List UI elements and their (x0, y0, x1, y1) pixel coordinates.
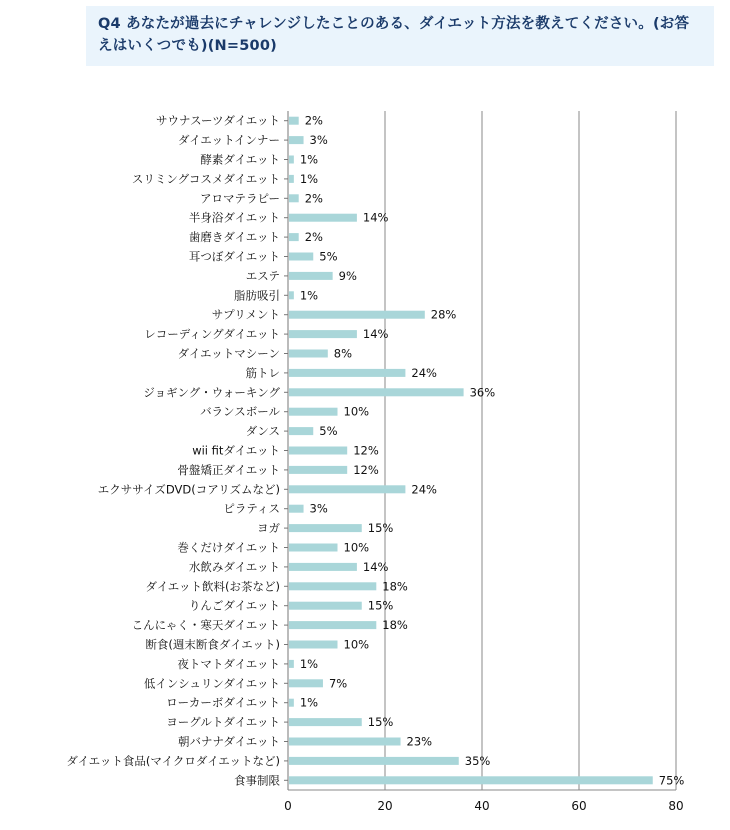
category-label: 断食(週末断食ダイエット) (145, 637, 280, 652)
x-tick-label: 60 (571, 799, 587, 813)
bar (289, 738, 401, 746)
x-tick-label: 20 (377, 799, 393, 813)
data-label: 8% (333, 346, 353, 361)
bar (289, 291, 294, 299)
category-label: サウナスーツダイエット (156, 113, 280, 128)
data-label: 15% (367, 715, 394, 730)
bar (289, 485, 405, 493)
data-label: 14% (362, 210, 389, 225)
bar (289, 117, 299, 125)
bar (289, 776, 653, 784)
data-label: 15% (367, 521, 394, 536)
bar (289, 253, 313, 261)
data-label: 75% (658, 773, 685, 788)
bar (289, 718, 362, 726)
bar (289, 408, 338, 416)
bar (289, 524, 362, 532)
data-label: 35% (464, 753, 491, 768)
category-label: レコーディングダイエット (144, 327, 280, 342)
data-label: 1% (299, 656, 319, 671)
data-label: 23% (406, 734, 433, 749)
data-label: 5% (319, 424, 338, 439)
data-label: 2% (304, 230, 323, 245)
category-label: 食事制限 (234, 773, 280, 788)
category-label: 耳つぼダイエット (188, 249, 280, 264)
category-label: ダイエット飲料(お茶など) (145, 579, 280, 594)
data-label: 5% (319, 249, 338, 264)
category-label: 半身浴ダイエット (188, 210, 280, 225)
category-label: アロマテラピー (199, 191, 280, 206)
data-label: 12% (353, 443, 379, 458)
data-label: 36% (469, 385, 496, 400)
category-label: 朝バナナダイエット (177, 734, 280, 749)
category-label: ジョギング・ウォーキング (143, 385, 280, 400)
category-label: 脂肪吸引 (234, 288, 280, 303)
category-label: ヨーグルトダイエット (166, 715, 280, 730)
bar (289, 156, 294, 164)
bar (289, 563, 357, 571)
data-label: 1% (299, 288, 319, 303)
category-label: りんごダイエット (188, 598, 280, 613)
bar (289, 388, 464, 396)
category-label: ダイエットマシーン (177, 346, 280, 361)
category-label: ダンス (245, 424, 280, 439)
data-label: 9% (338, 268, 357, 283)
data-label: 10% (343, 540, 370, 555)
bar (289, 602, 362, 610)
bar (289, 330, 357, 338)
data-label: 7% (328, 676, 348, 691)
bar (289, 757, 459, 765)
category-label: ローカーボダイエット (166, 695, 280, 710)
data-label: 18% (382, 618, 408, 633)
data-label: 24% (411, 482, 437, 497)
category-label: 筋トレ (245, 365, 280, 380)
x-tick-label: 0 (284, 799, 292, 813)
category-label: 水飲みダイエット (188, 559, 280, 574)
category-label: エクササイズDVD(コアリズムなど) (97, 482, 280, 497)
category-label: バランスボール (200, 404, 280, 419)
category-label: wii fitダイエット (192, 443, 280, 458)
chart-title: Q4 あなたが過去にチャレンジしたことのある、ダイエット方法を教えてください。(お答えはいくつでも)(N=500) (98, 16, 690, 54)
category-label: ダイエットインナー (177, 133, 280, 148)
data-label: 1% (299, 152, 319, 167)
bar (289, 427, 313, 435)
category-label: 夜トマトダイエット (177, 656, 280, 671)
bar (289, 466, 347, 474)
bar (289, 447, 347, 455)
category-label: ダイエット食品(マイクロダイエットなど) (66, 753, 280, 768)
bar (289, 272, 333, 280)
data-label: 12% (353, 462, 379, 477)
category-label: ヨガ (257, 521, 280, 536)
category-label: ピラティス (223, 501, 280, 516)
data-label: 14% (362, 559, 389, 574)
bar (289, 699, 294, 707)
data-label: 28% (430, 307, 457, 322)
bar (289, 679, 323, 687)
bar (289, 175, 294, 183)
x-tick-label: 40 (474, 799, 490, 813)
bar (289, 194, 299, 202)
bar (289, 641, 338, 649)
category-label: 骨盤矯正ダイエット (177, 462, 280, 477)
data-label: 10% (343, 404, 370, 419)
data-label: 10% (343, 637, 370, 652)
category-label: スリミングコスメダイエット (131, 171, 280, 186)
bar (289, 582, 376, 590)
bar (289, 214, 357, 222)
x-tick-label: 80 (668, 799, 684, 813)
data-label: 15% (367, 598, 394, 613)
bar (289, 369, 405, 377)
category-label: 歯磨きダイエット (188, 230, 280, 245)
bar (289, 660, 294, 668)
data-label: 3% (309, 501, 328, 516)
data-label: 2% (304, 113, 323, 128)
data-label: 1% (299, 695, 319, 710)
category-label: 巻くだけダイエット (177, 540, 280, 555)
data-label: 14% (362, 327, 389, 342)
category-label: 酵素ダイエット (200, 152, 280, 167)
category-label: 低インシュリンダイエット (143, 676, 280, 691)
bar (289, 621, 376, 629)
data-label: 1% (299, 171, 319, 186)
data-label: 3% (309, 133, 328, 148)
category-label: こんにゃく・寒天ダイエット (131, 618, 280, 633)
bar (289, 544, 338, 552)
bar (289, 233, 299, 241)
bar (289, 505, 304, 513)
bar (289, 311, 425, 319)
category-label: エステ (245, 268, 280, 283)
data-label: 24% (411, 365, 437, 380)
data-label: 2% (304, 191, 323, 206)
category-label: サプリメント (211, 307, 280, 322)
bar (289, 136, 304, 144)
bar (289, 350, 328, 358)
data-label: 18% (382, 579, 408, 594)
